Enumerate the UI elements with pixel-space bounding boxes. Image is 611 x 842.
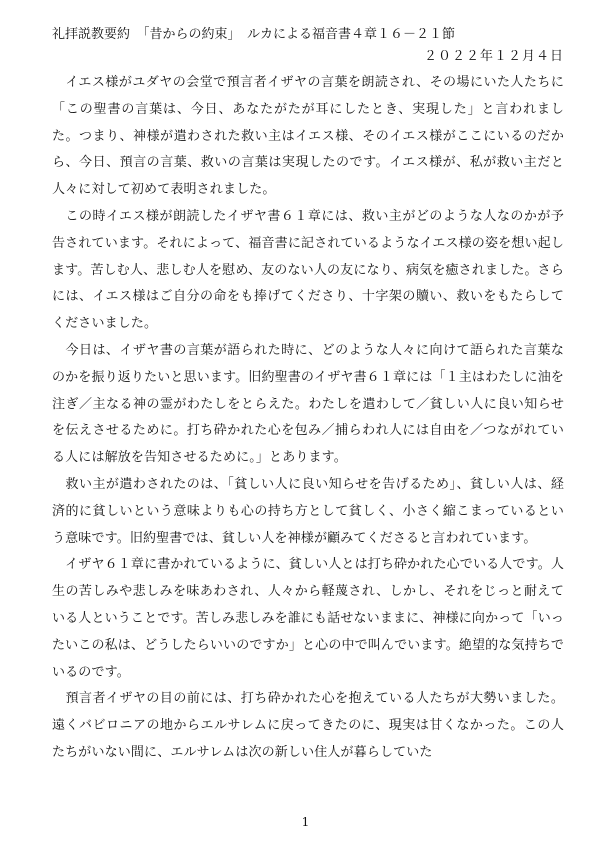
paragraph-1: イエス様がユダヤの会堂で預言者イザヤの言葉を朗読され、その場にいた人たちに「この聖書の言葉は、今日、あなたがたが耳にしたとき、実現した」と言われました。つまり、神様が遣わされた救い主はイエス様、そのイエス様がここにいるのだから、今日、預言の言葉、救いの言葉は実現したのです。イエス様が、私が救い主だと人々に対して初めて表明されました。 [52,75,564,198]
sermon-date: ２０２２年１２月４日 [423,49,564,64]
paragraph-6: 預言者イザヤの目の前には、打ち砕かれた心を抱えている人たちが大勢いました。遠くバビロニアの地からエルサレムに戻ってきたのに、現実は甘くなかった。この人たちがいない間に、エルサレムは次の新しい住人が暮らしていた [52,691,564,760]
sermon-body [52,70,564,767]
paragraph-2: この時イエス様が朗読したイザヤ書６１章には、救い主がどのような人なのかが予告されています。それによって、福音書に記されているようなイエス様の姿を想い起します。苦しむ人、悲しむ人を慰め、友のない人の友になり、病気を癒されました。さらには、イエス様はご自分の命をも捧げてくださり、十字架の贖い、救いをもたらしてくださいました。 [52,208,564,332]
document-page [52,24,564,767]
paragraph-5: イザヤ６１章に書かれているように、貧しい人とは打ち砕かれた心でいる人です。人生の苦しみや悲しみを味あわされ、人々から軽蔑され、しかし、それをじっと耐えている人ということです。苦しみ悲しみを誰にも話せないままに、神様に向かって「いったいこの私は、どうしたらいいのですか」と心の中で叫んでいます。絶望的な気持ちでいるのです。 [52,557,564,680]
paragraph-3: 今日は、イザヤ書の言葉が語られた時に、どのような人々に向けて語られた言葉なのかを振り返りたいと思います。旧約聖書のイザヤ書６１章には「１主はわたしに油を注ぎ／主なる神の霊がわたしをとらえた。わたしを遣わして／貧しい人に良い知らせを伝えさせるために。打ち砕かれた心を包み／捕らわれ人には自由を／つながれている人には解放を告知させるために。」とあります。 [52,342,564,466]
page-number: 1 [301,815,310,829]
paragraph-4: 救い主が遣わされたのは、「貧しい人に良い知らせを告げるため」、貧しい人は、経済的に貧しいという意味よりも心の持ち方として貧しく、小さく縮こまっているという意味です。旧約聖書では、貧しい人を神様が顧みてくださると言われています。 [52,476,564,546]
sermon-title: 礼拝説教要約 「昔からの約束」 ルカによる福音書４章１６－２１節 [52,27,456,42]
